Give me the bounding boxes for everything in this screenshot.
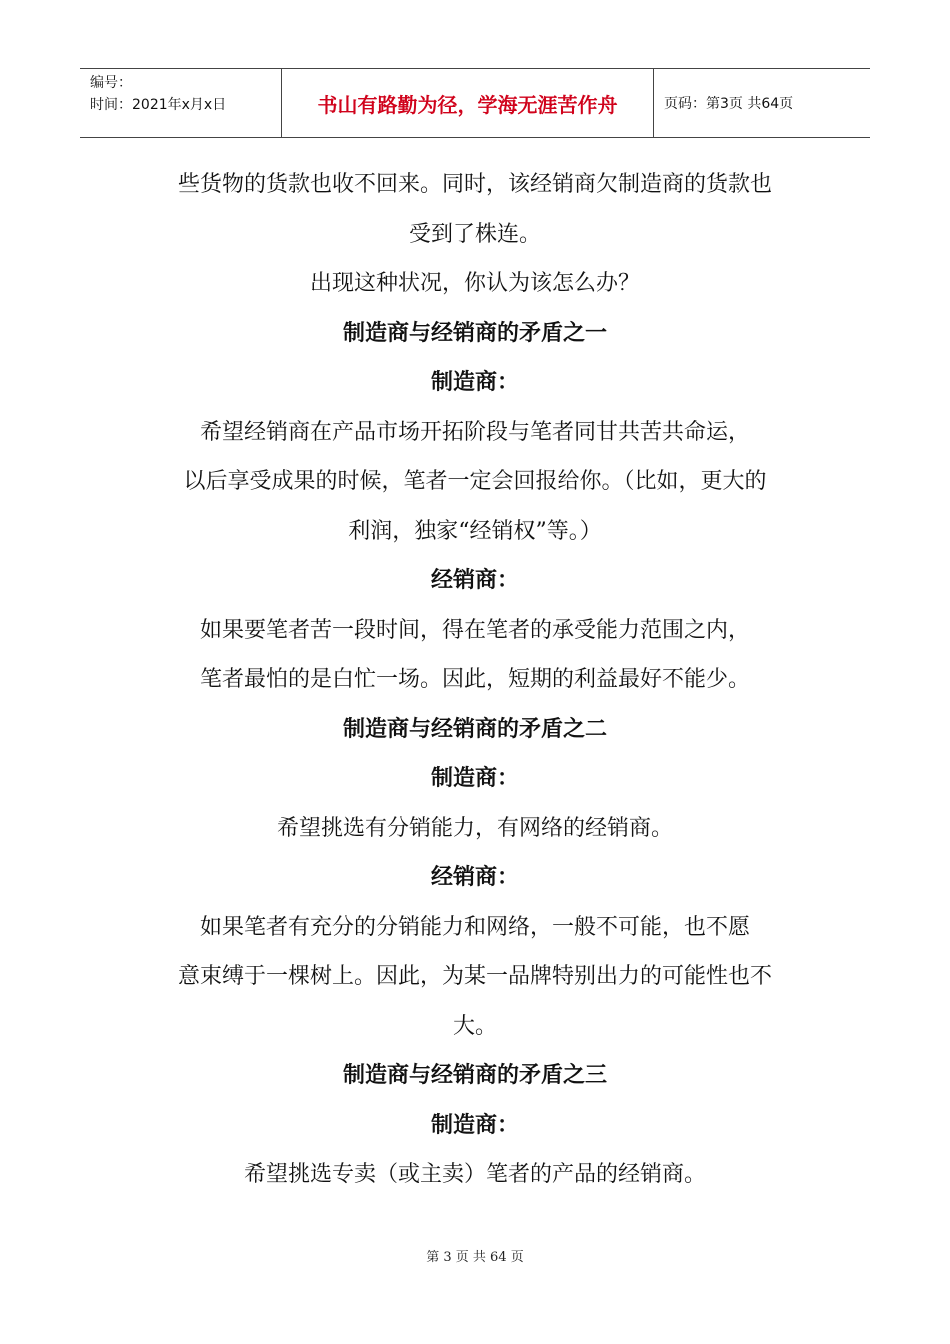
- page-footer: 第 3 页 共 64 页: [426, 1250, 524, 1265]
- body-line: 希望经销商在产品市场开拓阶段与笔者同甘共苦共命运，: [199, 419, 750, 445]
- body-line: 大。: [452, 1013, 497, 1039]
- body-line: 希望挑选专卖（或主卖）笔者的产品的经销商。: [243, 1162, 706, 1187]
- body-line: 如果要笔者苦一段时间，得在笔者的承受能力范围之内，: [199, 617, 750, 643]
- document-body: [150, 160, 800, 1200]
- body-line: 意束缚于一棵树上。因此，为某一品牌特别出力的可能性也不: [177, 964, 772, 989]
- section-heading: 经销商：: [430, 865, 519, 890]
- header-motto: 书山有路勤为径，学海无涯苦作舟: [281, 69, 654, 137]
- body-line: 如果笔者有充分的分销能力和网络，一般不可能，也不愿: [199, 914, 750, 940]
- section-heading: 制造商：: [430, 1112, 519, 1138]
- body-line: 利润，独家“经销权”等。）: [348, 518, 602, 544]
- body-line: 以后享受成果的时候，笔者一定会回报给你。（比如，更大的: [183, 469, 767, 494]
- section-heading: 制造商与经销商的矛盾之一: [342, 320, 607, 346]
- body-line: 受到了株连。: [408, 221, 541, 247]
- document-number-label: 编号：: [90, 75, 132, 91]
- header-page-info: 页码：第3页 共64页: [664, 96, 794, 112]
- section-heading: 制造商与经销商的矛盾之二: [342, 716, 607, 742]
- page-header: [80, 68, 870, 138]
- header-meta: [80, 69, 281, 137]
- section-heading: 制造商与经销商的矛盾之三: [342, 1063, 607, 1088]
- body-line: 希望挑选有分销能力，有网络的经销商。: [276, 815, 673, 841]
- section-heading: 经销商：: [430, 568, 519, 593]
- section-heading: 制造商：: [430, 370, 519, 395]
- body-line: 些货物的货款也收不回来。同时，该经销商欠制造商的货款也: [177, 172, 772, 197]
- document-date: 时间：2021年x月x日: [90, 97, 227, 113]
- section-heading: 制造商：: [430, 766, 519, 791]
- body-line: 笔者最怕的是白忙一场。因此，短期的利益最好不能少。: [199, 667, 750, 692]
- body-line: 出现这种状况，你认为该怎么办？: [309, 271, 640, 296]
